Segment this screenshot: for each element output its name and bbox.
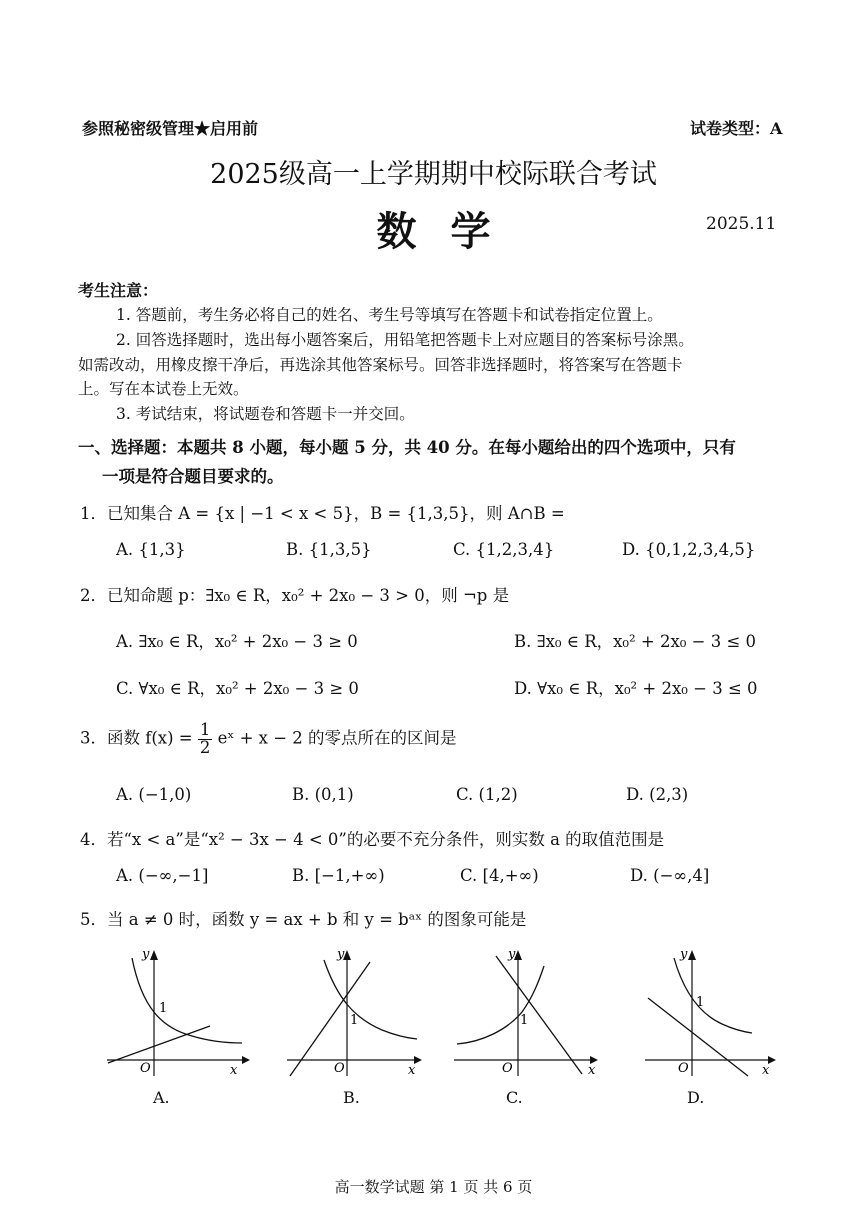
- question-5-stem: 5．当 a ≠ 0 时，函数 y = ax + b 和 y = bᵃˣ 的图象可能是: [80, 910, 527, 929]
- graph-b-x-label: x: [408, 1063, 416, 1078]
- q3-option-b: B. (0,1): [292, 785, 354, 804]
- graph-c: [452, 948, 617, 1078]
- q4-option-d: D. (−∞,4]: [630, 866, 710, 885]
- graph-a-x-label: x: [230, 1063, 238, 1078]
- graph-b-origin: O: [334, 1061, 345, 1076]
- q3-stem-prefix: 3．函数 f(x) =: [80, 728, 193, 748]
- graph-d-y-label: y: [680, 948, 688, 962]
- graph-a-one: 1: [159, 1001, 168, 1016]
- q1-option-a: A. {1,3}: [116, 540, 186, 559]
- q3-frac-num: 1: [199, 720, 211, 739]
- graph-c-x-label: x: [588, 1063, 596, 1078]
- q3-stem-suffix: eˣ + x − 2 的零点所在的区间是: [217, 728, 457, 748]
- graph-b-y-label: y: [337, 948, 345, 962]
- q5-option-a: A.: [153, 1088, 170, 1107]
- graph-d-origin: O: [678, 1061, 689, 1076]
- q3-option-d: D. (2,3): [626, 785, 689, 804]
- notice-item-2-end: 上。写在本试卷上无效。: [78, 380, 249, 398]
- graph-c-one: 1: [520, 1013, 529, 1028]
- q3-frac-den: 2: [199, 737, 211, 757]
- paper-type-label: 试卷类型：A: [690, 119, 783, 138]
- q2-option-d: D. ∀x₀ ∈ R，x₀² + 2x₀ − 3 ≤ 0: [514, 679, 758, 698]
- q4-option-a: A. (−∞,−1]: [116, 866, 209, 885]
- question-4-stem: 4．若“x < a”是“x² − 3x − 4 < 0”的必要不充分条件，则实数 a 的取值范围是: [80, 830, 665, 849]
- confidentiality-label: 参照秘密级管理★启用前: [82, 119, 259, 138]
- q5-option-b: B.: [343, 1088, 360, 1107]
- q2-option-a: A. ∃x₀ ∈ R，x₀² + 2x₀ − 3 ≥ 0: [116, 632, 358, 651]
- notice-item-3: 3. 考试结束，将试题卷和答题卡一并交回。: [116, 405, 415, 423]
- notice-item-2-cont: 如需改动，用橡皮擦干净后，再选涂其他答案标号。回答非选择题时，将答案写在答题卡: [78, 356, 683, 374]
- q4-option-c: C. [4,+∞): [460, 866, 539, 885]
- notice-title: 考生注意：: [78, 281, 159, 300]
- q5-option-d: D.: [687, 1088, 705, 1107]
- exam-date: 2025.11: [706, 214, 777, 234]
- notice-item-2: 2. 回答选择题时，选出每小题答案后，用铅笔把答题卡上对应题目的答案标号涂黑。: [116, 331, 694, 349]
- graph-a-origin: O: [140, 1061, 151, 1076]
- q3-fraction: [198, 722, 213, 756]
- section-heading-cont: 一项是符合题目要求的。: [102, 467, 284, 486]
- graph-b-one: 1: [350, 1013, 359, 1028]
- graph-b: [282, 948, 447, 1078]
- section-heading: 一、选择题：本题共 8 小题，每小题 5 分，共 40 分。在每小题给出的四个选项中，只有: [78, 438, 736, 457]
- graph-d: [640, 948, 805, 1078]
- page-footer: 高一数学试题 第 1 页 共 6 页: [334, 1178, 533, 1196]
- graph-d-x-label: x: [762, 1063, 770, 1078]
- graph-c-origin: O: [502, 1061, 513, 1076]
- q1-option-c: C. {1,2,3,4}: [453, 540, 555, 559]
- graph-a: [102, 948, 267, 1078]
- q2-option-b: B. ∃x₀ ∈ R，x₀² + 2x₀ − 3 ≤ 0: [514, 632, 757, 651]
- q5-option-c: C.: [506, 1088, 523, 1107]
- notice-item-1: 1. 答题前，考生务必将自己的姓名、考生号等填写在答题卡和试卷指定位置上。: [116, 306, 663, 324]
- q3-option-c: C. (1,2): [456, 785, 518, 804]
- question-2-stem: 2．已知命题 p：∃x₀ ∈ R，x₀² + 2x₀ − 3 > 0，则 ¬p 是: [80, 586, 510, 605]
- graph-d-one: 1: [696, 995, 705, 1010]
- q4-option-b: B. [−1,+∞): [292, 866, 385, 885]
- q1-option-b: B. {1,3,5}: [286, 540, 372, 559]
- q1-option-d: D. {0,1,2,3,4,5}: [622, 540, 756, 559]
- subject-title: 数学: [376, 208, 525, 255]
- q2-option-c: C. ∀x₀ ∈ R，x₀² + 2x₀ − 3 ≥ 0: [116, 679, 359, 698]
- q3-option-a: A. (−1,0): [116, 785, 192, 804]
- graph-c-y-label: y: [508, 948, 516, 962]
- graph-a-y-label: y: [142, 948, 150, 962]
- question-3-stem: [80, 722, 457, 756]
- exam-title: 2025级高一上学期期中校际联合考试: [210, 159, 657, 190]
- question-1-stem: 1．已知集合 A = {x | −1 < x < 5}，B = {1,3,5}，则 A∩B =: [80, 504, 565, 523]
